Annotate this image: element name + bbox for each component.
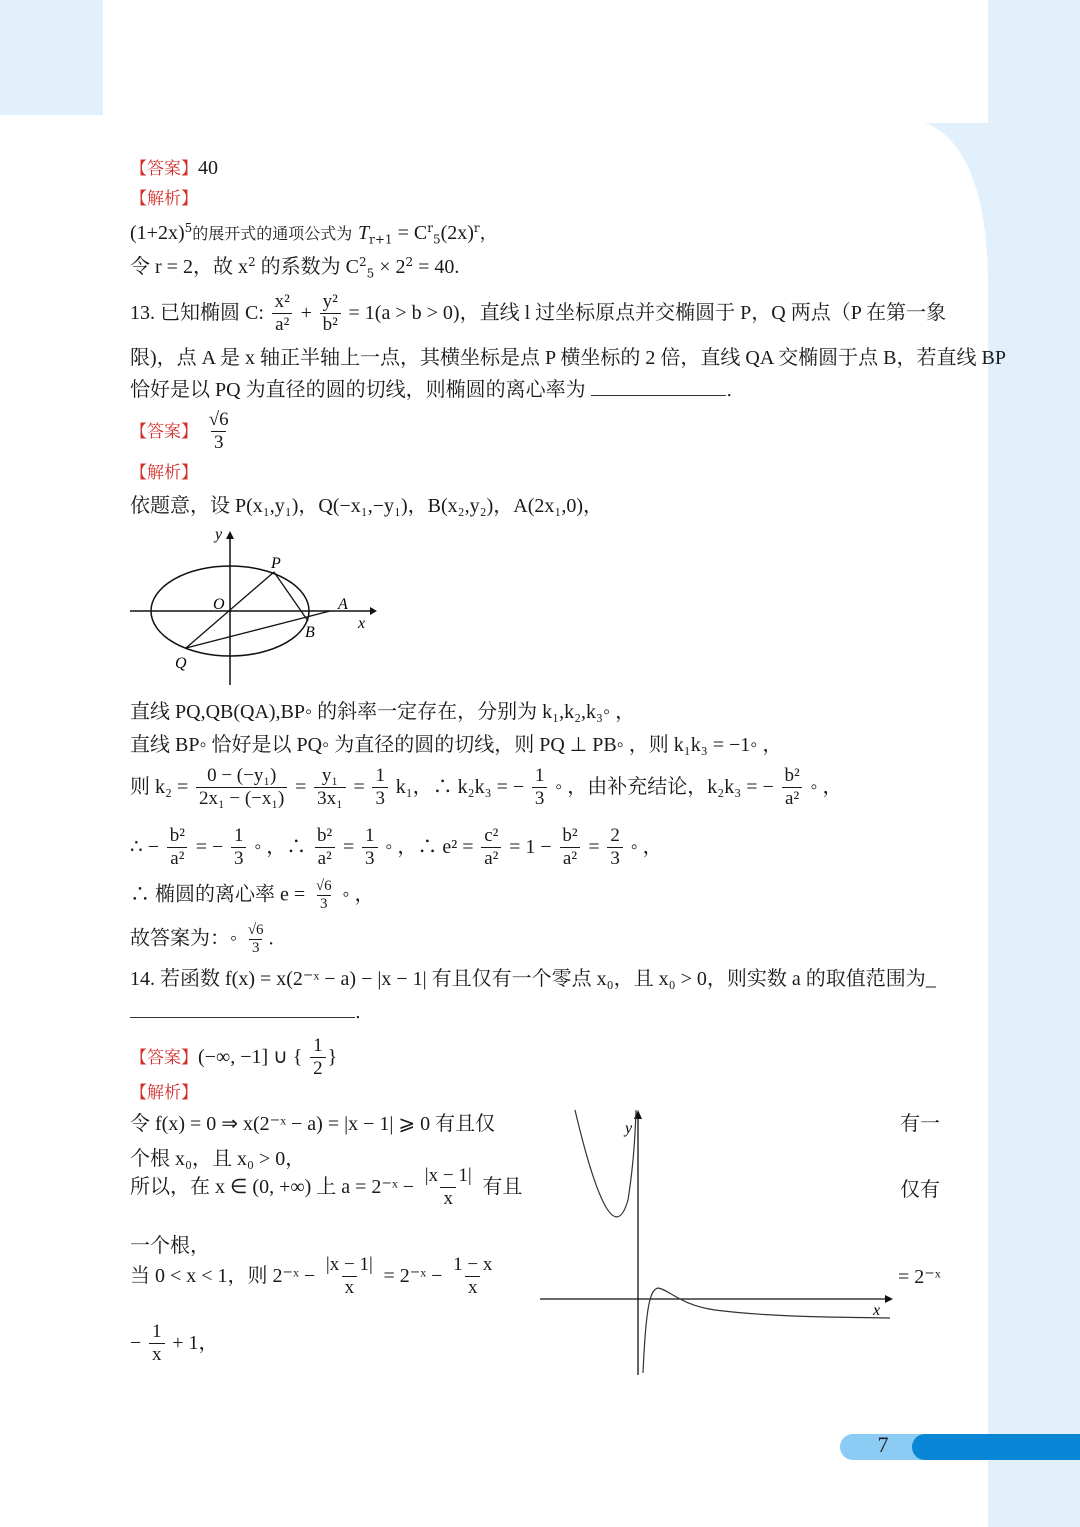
- ellipse-diagram: [125, 525, 380, 690]
- answer-blank: [591, 381, 726, 396]
- q13-tangent: 直线 BP◦ 恰好是以 PQ◦ 为直径的圆的切线，则 PQ ⊥ PB◦ ，则 k₁k₃ = −1◦ ，: [130, 734, 783, 756]
- corner-decoration: [0, 0, 103, 115]
- diagram-label-x: x: [358, 615, 366, 632]
- q13-stem-line3: 恰好是以 PQ 为直径的圆的切线，则椭圆的离心率为 .: [130, 379, 733, 401]
- q12-line1: $(1+2x)^5$的展开式的通项公式为 $T_{r+1} = C^r_5(2x)^r$，: [130, 221, 498, 247]
- graph-label-y: y: [625, 1120, 633, 1137]
- q14-analysis-tag: 【解析】: [130, 1083, 198, 1103]
- q14-stem-blank: .: [130, 1003, 361, 1022]
- diagram-label-q: Q: [175, 655, 187, 672]
- q13-setup: 依题意，设 P(x₁,y₁)，Q(−x₁,−y₁)，B(x₂,y₂)，A(2x₁,0)，: [130, 495, 603, 517]
- q13-stem-line2: 限)，点 A 是 x 轴正半轴上一点，其横坐标是点 P 横坐标的 2 倍，直线 QA 交椭圆于点 B，若直线 BP: [130, 347, 1006, 369]
- diagram-label-a: A: [338, 596, 348, 613]
- q14-a3: 所以，在 x ∈ (0, +∞) 上 a = 2⁻ˣ − $\frac{|x - 1|}{x}$ 有且: [130, 1165, 523, 1209]
- side-band: [988, 0, 1080, 1527]
- q14-answer: 【答案】(−∞, −1] ∪ { $\frac{1}{2}$ }: [130, 1035, 338, 1079]
- diagram-label-y: y: [215, 526, 223, 543]
- q14-a1-right: 有一: [900, 1113, 940, 1135]
- q14-a1: 令 f(x) = 0 ⇒ x(2⁻ˣ − a) = |x − 1| ⩾ 0 有且仅: [130, 1113, 496, 1135]
- diagram-label-b: B: [305, 624, 315, 641]
- q13-eccentricity: ∴ 椭圆的离心率 e = $\frac{√6}{3}$ ◦ ，: [130, 878, 375, 912]
- q12-answer: 【答案】40: [130, 157, 218, 179]
- q14-a5-right: = 2⁻ˣ: [898, 1266, 941, 1288]
- q13-k2-line: 则 k₂ = $\frac{\text{0 − (−y₁)}}{\text{2x₁ − (−x₁)}}$ = $\frac{\text{y₁}}{\text{3x₁}}$ = $\frac{1}{3}$ k₁，∴ k₂k₃ = − $\frac{1}{3}$ ◦ ，由补充结论，k₂k₃ = − $\frac{\text{b²}}{\text{a²}}$ ◦ ，: [130, 765, 843, 809]
- q13-eccentricity-chain: ∴ − $\frac{\text{b²}}{\text{a²}}$ = − $\frac{1}{3}$ ◦ ，∴ $\frac{\text{b²}}{\text{a²}}$ = $\frac{1}{3}$ ◦ ，∴ e² = $\frac{\text{c²}}{\text{a²}}$ = 1 − $\frac{\text{b²}}{\text{a²}}$ = $\frac{2}{3}$ ◦ ，: [130, 825, 663, 869]
- q13-slopes: 直线 PQ,QB(QA),BP◦ 的斜率一定存在，分别为 k₁,k₂,k₃◦ ，: [130, 701, 636, 723]
- q13-analysis-tag: 【解析】: [130, 463, 198, 483]
- q14-a2: 个根 x₀，且 x₀ > 0，: [130, 1148, 306, 1170]
- corner-curve: [925, 123, 995, 283]
- q12-analysis-tag: 【解析】: [130, 189, 198, 209]
- diagram-label-o: O: [213, 596, 225, 613]
- q14-a3-right: 仅有: [900, 1179, 940, 1201]
- q14-stem: 14. 若函数 f(x) = x(2⁻ˣ − a) − |x − 1| 有且仅有一个零点 x₀，且 x₀ > 0，则实数 a 的取值范围为_: [130, 968, 936, 990]
- page-number-bar: [912, 1434, 1080, 1460]
- q14-a5: 当 0 < x < 1，则 2⁻ˣ − $\frac{|x - 1|}{x}$ = 2⁻ˣ − $\frac{1 - x}{x}$: [130, 1254, 493, 1298]
- diagram-label-p: P: [271, 555, 281, 572]
- q14-a6: − $\frac{1}{x}$ + 1，: [130, 1321, 219, 1365]
- q14-a4: 一个根，: [130, 1235, 210, 1257]
- q13-final-answer: 故答案为：◦ $\frac{√6}{3}$ .: [130, 922, 274, 956]
- q13-stem-line1: 13. 已知椭圆 C: $\frac{\text{x²}}{\text{a²}}$ + $\frac{\text{y²}}{\text{b²}}$ = 1(a > b > 0)，直线 l 过坐标原点并交椭圆于 P，Q 两点（P 在第一象: [130, 291, 947, 335]
- answer-blank: [130, 1003, 355, 1018]
- q13-answer: 【答案】 $\frac{√6}{3}$: [130, 409, 229, 453]
- graph-label-x: x: [873, 1302, 881, 1319]
- q12-line2: 令 r = 2，故 $x^2$ 的系数为 $C^2_5 \times 2^2 = 40$.: [130, 255, 460, 281]
- function-graph: [540, 1105, 895, 1380]
- page-number: 7: [877, 1432, 889, 1457]
